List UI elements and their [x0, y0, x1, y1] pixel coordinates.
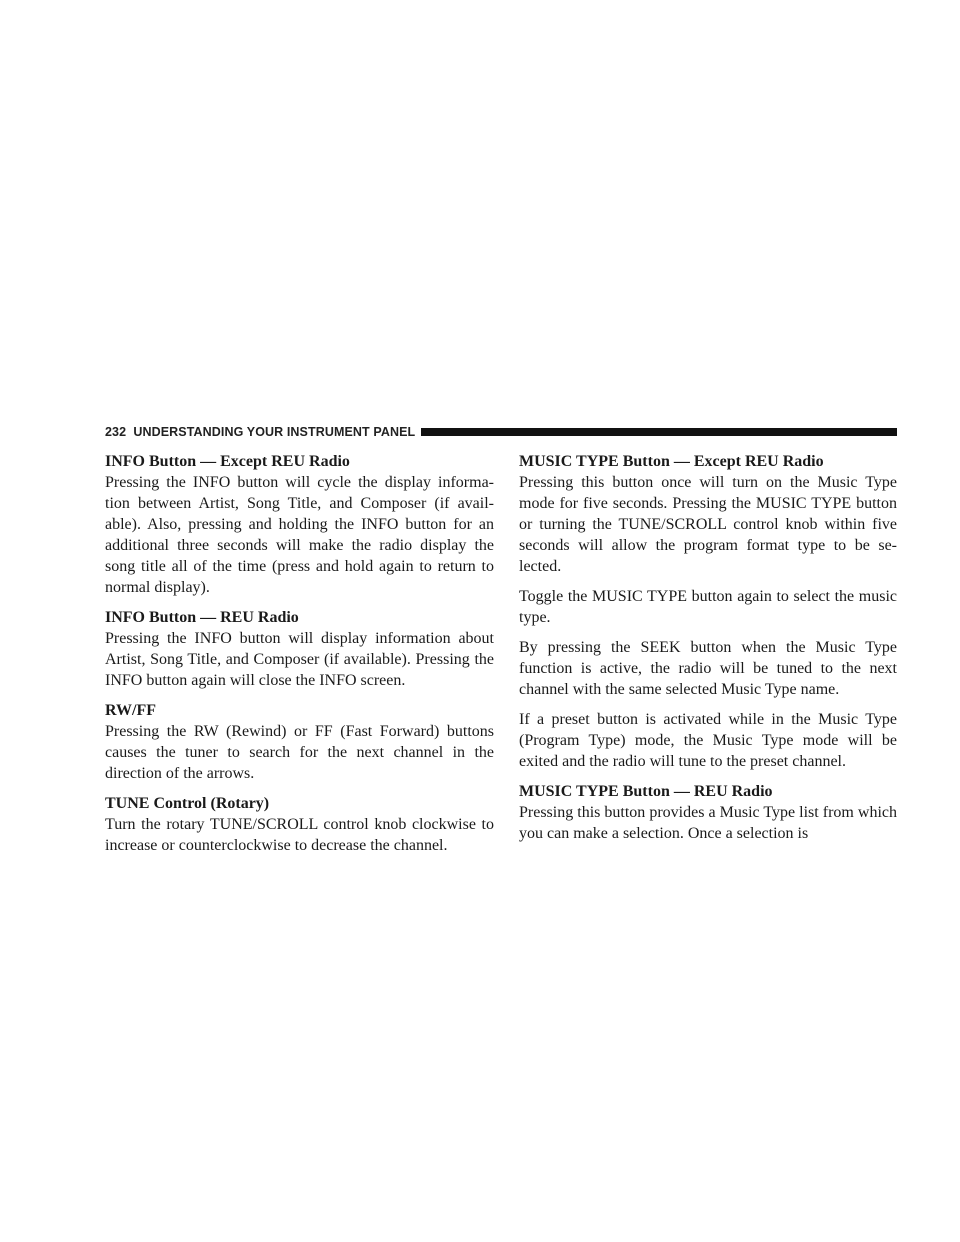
paragraph-music-type-1: Pressing this button once will turn on the Music Type mode for five seconds. Pressing the MUSIC TYPE button or turning the TUNE/SCROLL control knob within five seconds will allow the program format type to be se-lected. [519, 474, 897, 575]
page-number: 232 [105, 425, 127, 439]
paragraph-music-type-reu: Pressing this button provides a Music Type list from which you can make a selection. Once a selection is [519, 804, 897, 842]
section-heading-music-type-except-reu: MUSIC TYPE Button — Except REU Radio [519, 453, 824, 470]
header-rule [421, 428, 897, 436]
page-header [105, 424, 897, 440]
paragraph-music-type-4: If a preset button is activated while in the Music Type (Program Type) mode, the Music Type mode will be exited and the radio will tune to the preset channel. [519, 711, 897, 770]
right-column [519, 451, 897, 844]
section-heading-info-except-reu: INFO Button — Except REU Radio [105, 453, 350, 470]
section-title: UNDERSTANDING YOUR INSTRUMENT PANEL [133, 425, 416, 439]
page-header-text [105, 425, 415, 439]
paragraph-music-type-3: By pressing the SEEK button when the Music Type function is active, the radio will be tuned to the next channel with the same selected Music Type name. [519, 639, 897, 698]
left-column [105, 451, 494, 856]
section-heading-info-reu: INFO Button — REU Radio [105, 609, 299, 626]
paragraph-music-type-2: Toggle the MUSIC TYPE button again to select the music type. [519, 588, 897, 626]
paragraph-tune-control: Turn the rotary TUNE/SCROLL control knob clockwise to increase or counterclockwise to decrease the channel. [105, 816, 494, 854]
section-heading-tune-control: TUNE Control (Rotary) [105, 795, 270, 812]
section-heading-rw-ff: RW/FF [105, 702, 156, 719]
paragraph-info-except-reu: Pressing the INFO button will cycle the display informa-tion between Artist, Song Title, and Composer (if avail-able). Also, pressing and holding the INFO button for an additional three seconds will make the radio display the song title all of the time (press and hold again to return to normal display). [105, 474, 494, 596]
paragraph-info-reu: Pressing the INFO button will display information about Artist, Song Title, and Composer (if available). Pressing the INFO button again will close the INFO screen. [105, 630, 494, 689]
paragraph-rw-ff: Pressing the RW (Rewind) or FF (Fast Forward) buttons causes the tuner to search for the next channel in the direction of the arrows. [105, 723, 494, 782]
section-heading-music-type-reu: MUSIC TYPE Button — REU Radio [519, 783, 773, 800]
